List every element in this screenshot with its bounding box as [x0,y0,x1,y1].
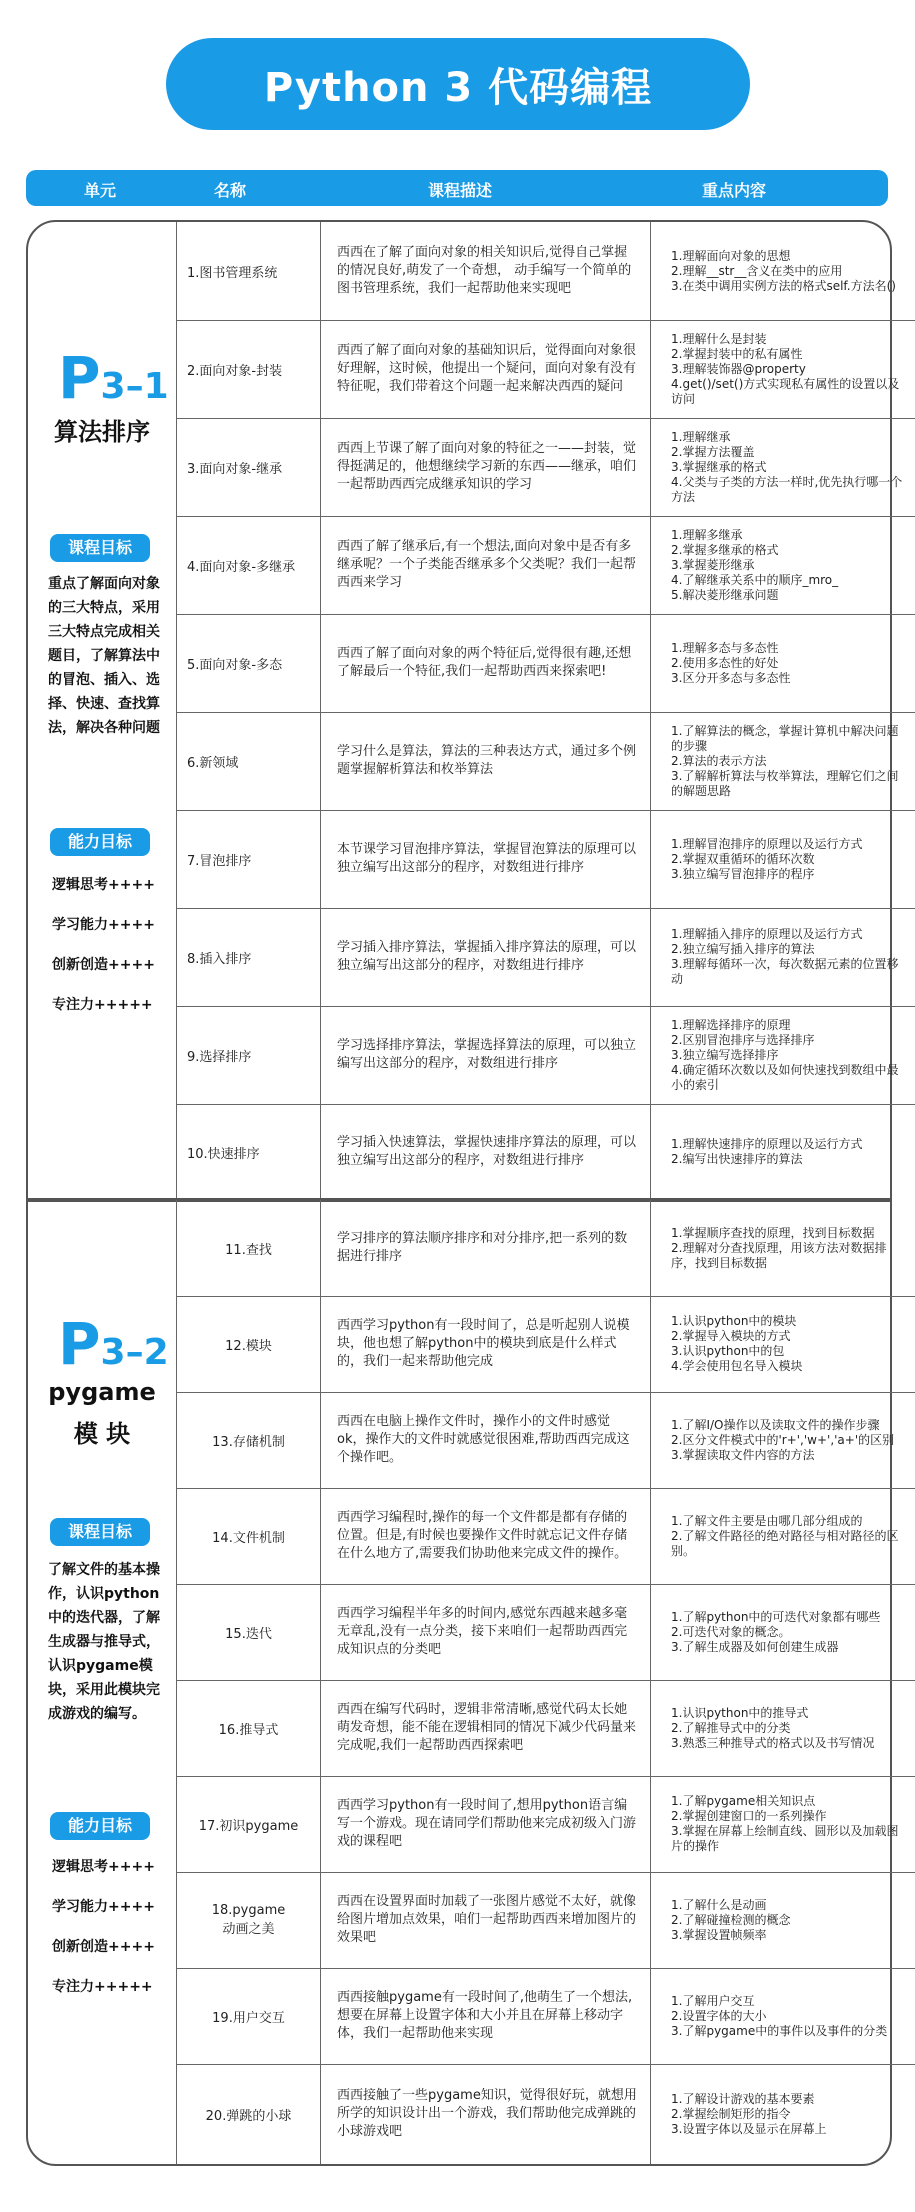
header-desc: 课程描述 [428,181,493,200]
header-key: 重点内容 [702,181,767,200]
table-row [176,1104,915,1200]
key-point: 3.了解解析算法与枚举算法，理解它们之间的解题思路 [671,768,899,798]
key-point: 2.算法的表示方法 [671,753,767,768]
lesson-description: 西西在了解了面向对象的相关知识后,觉得自己掌握的情况良好,萌发了一个奇想， 动手编写一个简单的图书管理系统，我们一起帮助他来实现吧 [320,222,650,320]
key-point: 1.认识python中的推导式 [671,1705,809,1720]
key-point: 3.掌握在屏幕上绘制直线、圆形以及加载图片的操作 [671,1824,899,1853]
key-point: 3.掌握设置帧频率 [671,1927,767,1942]
key-point: 2.区分文件模式中的'r+','w+','a+'的区别 [671,1432,895,1447]
lesson-description: 西西上节课了解了面向对象的特征之一——封装，觉得挺满足的，他想继续学习新的东西——继承，咱们一起帮助西西完成继承知识的学习 [320,418,650,516]
lesson-name: 7.冒泡排序 [176,810,320,908]
lesson-key-points [650,908,915,1006]
lesson-name: 20.弹跳的小球 [176,2064,320,2164]
lesson-key-points [650,614,915,712]
lesson-key-points [650,1006,915,1104]
key-point: 2.理解__str__含义在类中的应用 [671,263,843,278]
key-point: 3.掌握菱形继承 [671,557,755,572]
key-point: 1.了解设计游戏的基本要素 [671,2091,815,2106]
lesson-description: 西西学习编程半年多的时间内,感觉东西越来越多毫无章乱,没有一点分类，接下来咱们一起帮助西西完成知识点的分类吧 [320,1584,650,1680]
key-point: 4.确定循环次数以及如何快速找到数组中最小的索引 [671,1062,899,1092]
key-point: 1.掌握顺序查找的原理，找到目标数据 [671,1225,875,1240]
lesson-key-points [650,1968,915,2064]
course-goal-text: 了解文件的基本操作，认识python中的迭代器，了解生成器与推导式，认识pygame模块，采用此模块完成游戏的编写。 [48,1562,160,1722]
lesson-key-points [650,1392,915,1488]
lesson-name: 8.插入排序 [176,908,320,1006]
table-row [176,1006,915,1105]
lesson-description: 西西了解了面向对象的两个特征后,觉得很有趣,还想了解最后一个特征,我们一起帮助西西来探索吧! [320,614,650,712]
key-point: 1.理解冒泡排序的原理以及运行方式 [671,836,863,851]
table-row [176,908,915,1007]
lesson-key-points [650,712,915,810]
key-point: 3.理解每循环一次，每次数据元素的位置移动 [671,957,899,986]
key-point: 2.了解推导式中的分类 [671,1720,791,1735]
lesson-key-points [650,516,915,614]
key-point: 2.可迭代对象的概念。 [671,1624,791,1639]
lesson-description: 西西接触pygame有一段时间了,他萌生了一个想法,想要在屏幕上设置字体和大小并且在屏幕上移动字体，我们一起帮助他来实现 [320,1968,650,2064]
unit-code: P3–1 [58,344,169,412]
key-point: 3.了解pygame中的事件以及事件的分类 [671,2023,888,2038]
lesson-key-points [650,1776,915,1872]
lesson-description: 西西在电脑上操作文件时，操作小的文件时感觉ok，操作大的文件时就感觉很困难,帮助西西完成这个操作吧。 [320,1392,650,1488]
key-point: 2.区别冒泡排序与选择排序 [671,1032,815,1047]
lesson-key-points [650,222,915,320]
lesson-name: 10.快速排序 [176,1104,320,1200]
lesson-description: 西西了解了继承后,有一个想法,面向对象中是否有多继承呢？一个子类能否继承多个父类呢？我们一起帮西西来学习 [320,516,650,614]
key-point: 3.理解装饰器@property [671,361,806,376]
lesson-description: 学习选择排序算法，掌握选择算法的原理，可以独立编写出这部分的程序，对数组进行排序 [320,1006,650,1104]
course-goal-badge: 课程目标 [50,1518,150,1546]
lesson-key-points [650,1680,915,1776]
course-goal-badge: 课程目标 [50,534,150,562]
lesson-description: 学习插入排序算法，掌握插入排序算法的原理，可以独立编写出这部分的程序，对数组进行排序 [320,908,650,1006]
key-point: 3.独立编写选择排序 [671,1047,779,1062]
key-point: 1.了解算法的概念，掌握计算机中解决问题的步骤 [671,723,899,753]
key-point: 4.父类与子类的方法一样时,优先执行哪一个方法 [671,474,903,504]
lesson-key-points [650,418,915,516]
table-row [176,712,915,811]
key-point: 1.理解面向对象的思想 [671,248,791,263]
key-point: 1.了解文件主要是由哪几部分组成的 [671,1513,863,1528]
key-point: 4.get()/set()方式实现私有属性的设置以及访问 [671,376,900,406]
key-point: 1.理解继承 [671,429,731,444]
table-row [176,1968,915,2065]
key-point: 3.在类中调用实例方法的格式self.方法名() [671,278,896,293]
lesson-description: 西西学习python有一段时间了,想用python语言编写一个游戏。现在请同学们帮助他来完成初级入门游戏的课程吧 [320,1776,650,1872]
page-title: Python 3 代码编程 [166,38,750,130]
table-row [176,222,915,321]
table-row [176,1680,915,1777]
lesson-key-points [650,2064,915,2164]
lesson-name: 1.图书管理系统 [176,222,320,320]
unit-name: pygame [48,1378,156,1406]
ability-goal-badge: 能力目标 [50,828,150,856]
key-point: 2.了解碰撞检测的概念 [671,1912,791,1927]
lesson-key-points [650,810,915,908]
skill-item: 学习能力++++ [52,917,155,933]
key-point: 2.掌握绘制矩形的指令 [671,2106,791,2121]
lesson-key-points [650,1104,915,1200]
skill-item: 逻辑思考++++ [52,877,155,893]
course-goal-text: 重点了解面向对象的三大特点，采用三大特点完成相关题目，了解算法中的冒泡、插入、选择、快速、查找算法，解决各种问题 [48,576,160,736]
key-point: 1.理解什么是封装 [671,331,767,346]
lesson-name: 17.初识pygame [176,1776,320,1872]
key-point: 5.解决菱形继承问题 [671,587,779,602]
lesson-name: 9.选择排序 [176,1006,320,1104]
table-row [176,1488,915,1585]
skill-item: 逻辑思考++++ [52,1859,155,1875]
skill-item: 学习能力++++ [52,1899,155,1915]
unit-code: P3–2 [58,1310,169,1378]
lesson-key-points [650,1296,915,1392]
header-name: 名称 [214,181,247,200]
lesson-description: 学习插入快速算法，掌握快速排序算法的原理，可以独立编写出这部分的程序，对数组进行排序 [320,1104,650,1200]
lesson-name: 4.面向对象-多继承 [176,516,320,614]
unit-name: 算法排序 [54,418,150,446]
lesson-key-points [650,320,915,418]
key-point: 2.独立编写插入排序的算法 [671,942,815,956]
key-point: 1.理解选择排序的原理 [671,1017,791,1032]
lesson-description: 本节课学习冒泡排序算法，掌握冒泡算法的原理可以独立编写出这部分的程序，对数组进行排序 [320,810,650,908]
key-point: 1.了解用户交互 [671,1993,755,2008]
key-point: 2.掌握创建窗口的一系列操作 [671,1809,827,1823]
key-point: 3.认识python中的包 [671,1344,785,1358]
lesson-name: 5.面向对象-多态 [176,614,320,712]
key-point: 2.掌握封装中的私有属性 [671,346,803,361]
key-point: 1.理解插入排序的原理以及运行方式 [671,927,863,941]
key-point: 2.了解文件路径的绝对路径与相对路径的区别。 [671,1528,899,1558]
table-row [176,2064,915,2164]
table-row [176,1584,915,1681]
lesson-description: 西西在设置界面时加载了一张图片感觉不太好，就像给图片增加点效果，咱们一起帮助西西来增加图片的效果吧 [320,1872,650,1968]
lesson-name: 2.面向对象-封装 [176,320,320,418]
lesson-description: 西西在编写代码时，逻辑非常清晰,感觉代码太长她萌发奇想，能不能在逻辑相同的情况下减少代码量来完成呢,我们一起帮助西西探索吧 [320,1680,650,1776]
skill-item: 创新创造++++ [52,1939,155,1955]
key-point: 2.编写出快速排序的算法 [671,1152,803,1166]
lesson-description: 西西了解了面向对象的基础知识后，觉得面向对象很好理解，这时候，他提出一个疑问，面向对象有没有特征呢，我们带着这个问题一起来解决西西的疑问 [320,320,650,418]
header-unit: 单元 [84,181,117,200]
lesson-description: 学习什么是算法，算法的三种表达方式，通过多个例题掌握解析算法和枚举算法 [320,712,650,810]
table-row [176,1872,915,1969]
key-point: 3.了解生成器及如何创建生成器 [671,1639,839,1654]
lesson-name: 12.模块 [176,1296,320,1392]
table-row [176,810,915,909]
lesson-name: 6.新领域 [176,712,320,810]
lesson-key-points [650,1488,915,1584]
lesson-name: 3.面向对象-继承 [176,418,320,516]
key-point: 4.了解继承关系中的顺序_mro_ [671,572,839,587]
lesson-description: 学习排序的算法顺序排序和对分排序,把一系列的数据进行排序 [320,1200,650,1296]
unit-section-1 [26,220,903,1202]
table-row [176,614,915,713]
lesson-key-points [650,1200,915,1296]
table-header [26,170,888,206]
key-point: 3.掌握读取文件内容的方法 [671,1447,815,1462]
key-point: 3.熟悉三种推导式的格式以及书写情况 [671,1735,875,1750]
skill-item: 专注力+++++ [52,1979,153,1995]
lesson-name: 11.查找 [176,1200,320,1296]
key-point: 2.掌握双重循环的循环次数 [671,851,815,866]
key-point: 1.了解什么是动画 [671,1897,767,1912]
table-row [176,320,915,419]
key-point: 2.理解对分查找原理，用该方法对数据排序，找到目标数据 [671,1240,887,1270]
lesson-name: 19.用户交互 [176,1968,320,2064]
ability-goal-badge: 能力目标 [50,1812,150,1840]
lesson-key-points [650,1584,915,1680]
key-point: 1.理解快速排序的原理以及运行方式 [671,1137,863,1151]
key-point: 2.设置字体的大小 [671,2008,767,2023]
key-point: 1.了解python中的可迭代对象都有哪些 [671,1609,881,1624]
key-point: 3.设置字体以及显示在屏幕上 [671,2121,827,2136]
lesson-name: 14.文件机制 [176,1488,320,1584]
lesson-name: 16.推导式 [176,1680,320,1776]
lesson-description: 西西学习编程时,操作的每一个文件都是都有存储的位置。但是,有时候也要操作文件时就忘记文件存储在什么地方了,需要我们协助他来完成文件的操作。 [320,1488,650,1584]
skill-item: 创新创造++++ [52,957,155,973]
key-point: 1.了解pygame相关知识点 [671,1794,816,1808]
key-point: 2.使用多态性的好处 [671,655,779,670]
skill-item: 专注力+++++ [52,997,153,1013]
lesson-name: 13.存储机制 [176,1392,320,1488]
key-point: 3.掌握继承的格式 [671,459,767,474]
table-row [176,1392,915,1489]
key-point: 1.理解多继承 [671,527,743,542]
key-point: 3.独立编写冒泡排序的程序 [671,866,815,881]
table-row [176,1200,915,1297]
table-row [176,1776,915,1873]
lesson-name: 15.迭代 [176,1584,320,1680]
key-point: 4.学会使用包名导入模块 [671,1359,803,1373]
table-row [176,516,915,615]
key-point: 3.区分开多态与多态性 [671,670,791,685]
key-point: 2.掌握导入模块的方式 [671,1329,791,1343]
lesson-key-points [650,1872,915,1968]
table-row [176,1296,915,1393]
lesson-description: 西西接触了一些pygame知识，觉得很好玩，就想用所学的知识设计出一个游戏，我们帮助他完成弹跳的小球游戏吧 [320,2064,650,2164]
key-point: 2.掌握多继承的格式 [671,542,779,557]
key-point: 1.认识python中的模块 [671,1314,797,1328]
key-point: 1.了解I/O操作以及读取文件的操作步骤 [671,1417,880,1432]
unit-name-2: 模 块 [73,1420,131,1448]
lesson-name: 18.pygame 动画之美 [176,1872,320,1968]
key-point: 2.掌握方法覆盖 [671,444,755,459]
table-row [176,418,915,517]
key-point: 1.理解多态与多态性 [671,640,779,655]
lesson-description: 西西学习python有一段时间了，总是听起别人说模块，他也想了解python中的模块到底是什么样式的，我们一起来帮助他完成 [320,1296,650,1392]
unit-section-2 [26,1198,899,2166]
